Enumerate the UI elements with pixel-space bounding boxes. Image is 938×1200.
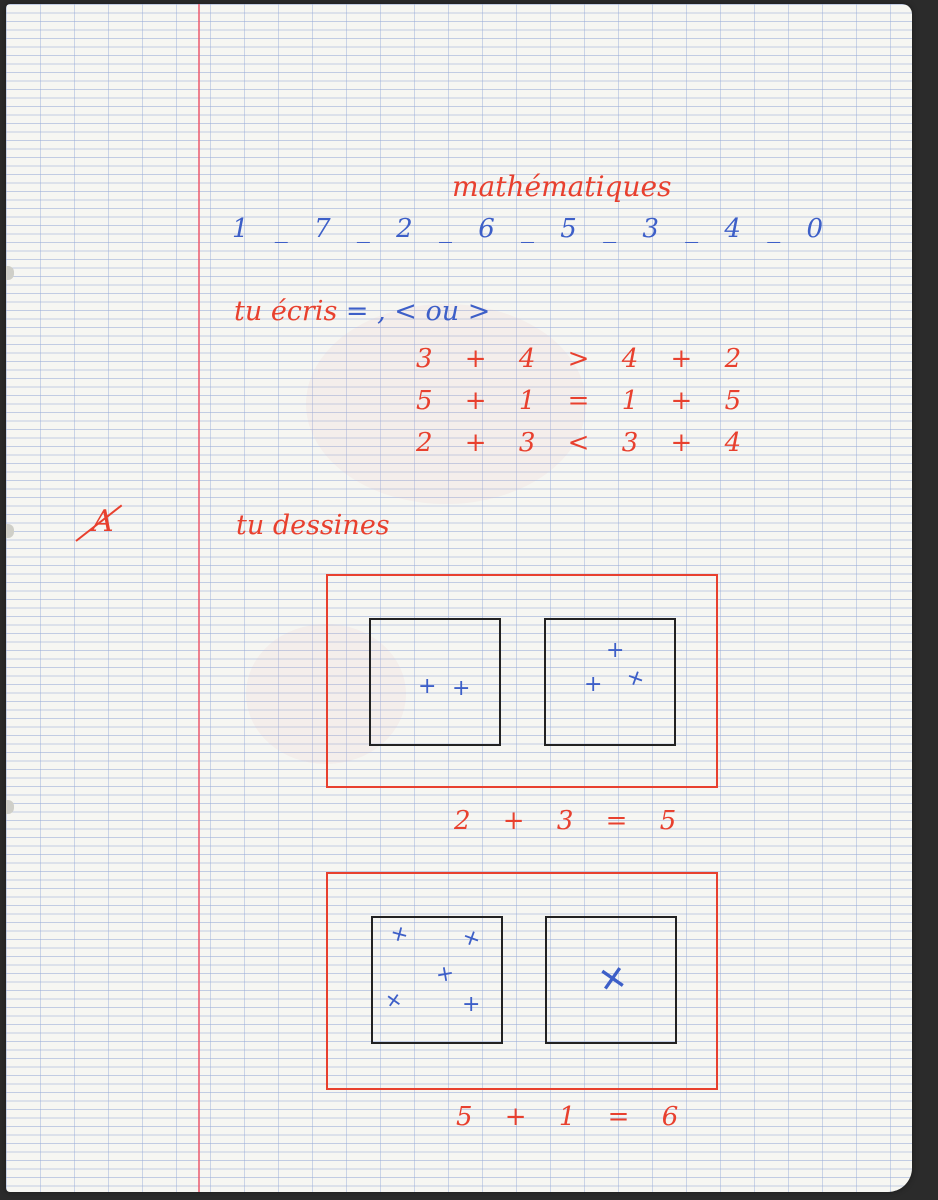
cross-mark: +: [433, 960, 457, 989]
cross-mark: +: [387, 920, 412, 949]
cross-mark: +: [462, 992, 481, 1017]
comparison-row: 2 + 3 < 3 + 4: [416, 428, 748, 458]
equation-result: 2 + 3 = 5: [454, 806, 683, 836]
section-letter: A: [92, 504, 114, 539]
instruction-compare-symbols: = , < ou >: [345, 296, 491, 327]
comparison-row: 5 + 1 = 1 + 5: [416, 386, 748, 416]
cross-mark: +: [606, 638, 625, 663]
cross-mark: +: [585, 949, 640, 1007]
binding-hole: [6, 800, 14, 814]
cross-mark: +: [418, 674, 437, 699]
instruction-compare: [234, 296, 490, 327]
comparison-row: 3 + 4 > 4 + 2: [416, 344, 748, 374]
equation-result: 5 + 1 = 6: [456, 1102, 685, 1132]
margin-line: [198, 4, 200, 1192]
instruction-draw: tu dessines: [236, 510, 390, 541]
binding-hole: [6, 266, 14, 280]
page-title: mathématiques: [452, 170, 672, 203]
cross-mark: +: [378, 985, 409, 1017]
cross-mark: +: [452, 676, 471, 701]
binding-hole: [6, 524, 14, 538]
notebook-page: [6, 4, 912, 1192]
cross-mark: +: [622, 663, 649, 694]
cross-mark: +: [584, 672, 603, 697]
cross-mark: +: [458, 923, 485, 954]
number-sequence: 1 _ 7 _ 2 _ 6 _ 5 _ 3 _ 4 _ 0: [232, 214, 826, 244]
instruction-compare-text: tu écris: [234, 296, 338, 327]
